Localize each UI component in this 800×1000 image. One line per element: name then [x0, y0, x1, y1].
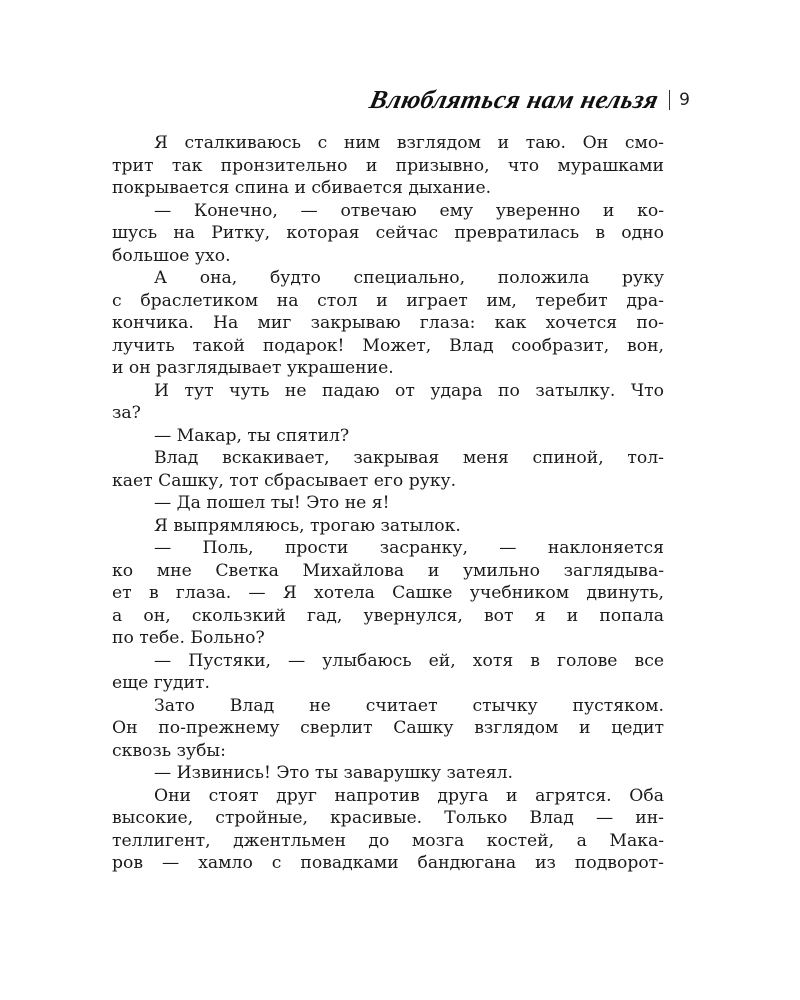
text-line: — Пустяки, — улыбаюсь ей, хотя в голове все — [154, 650, 664, 671]
text-line: теллигент, джентльмен до мозга костей, а Мака- — [112, 830, 664, 851]
text-line: Они стоят друг напротив друга и агрятся. Оба — [154, 785, 664, 806]
text-line: трит так пронзительно и призывно, что мурашками — [112, 155, 664, 176]
text-line: И тут чуть не падаю от удара по затылку. Что — [154, 380, 664, 401]
text-line: — Макар, ты спятил? — [154, 425, 350, 446]
text-line: лучить такой подарок! Может, Влад сообразит, вон, — [112, 335, 664, 356]
text-line: кончика. На миг закрываю глаза: как хочется по- — [112, 313, 664, 333]
text-line: большое ухо. — [112, 245, 231, 266]
running-title: Влюбляться нам нельзя — [367, 85, 662, 114]
text-line: сквозь зубы: — [112, 740, 226, 761]
text-line: — Конечно, — отвечаю ему уверенно и ко- — [154, 200, 664, 221]
text-line: высокие, стройные, красивые. Только Влад — ин- — [112, 808, 664, 828]
header-separator — [669, 90, 671, 110]
text-line: шусь на Ритку, которая сейчас превратилась в одно — [112, 223, 664, 243]
text-line: а он, скользкий гад, увернулся, вот я и попала — [112, 605, 664, 626]
text-line: и он разглядывает украшение. — [112, 358, 394, 378]
text-line: ров — хамло с повадками бандюгана из подворот- — [112, 853, 664, 873]
text-line: по тебе. Больно? — [112, 628, 265, 648]
text-line: Зато Влад не считает стычку пустяком. — [154, 695, 664, 716]
text-line: покрывается спина и сбивается дыхание. — [112, 178, 492, 198]
text-line: Влад вскакивает, закрывая меня спиной, тол- — [154, 448, 664, 468]
page-number: 9 — [679, 90, 690, 110]
text-line: еще гудит. — [112, 673, 210, 693]
text-line: — Извинись! Это ты заварушку затеял. — [154, 763, 514, 783]
text-line: кает Сашку, тот сбрасывает его руку. — [112, 470, 457, 491]
text-line: Я выпрямляюсь, трогаю затылок. — [154, 515, 461, 536]
text-line: А она, будто специально, положила руку — [154, 268, 664, 288]
text-line: с браслетиком на стол и играет им, теребит дра- — [112, 290, 664, 311]
text-line: ко мне Светка Михайлова и умильно заглядыва- — [112, 560, 664, 581]
text-line: — Да пошел ты! Это не я! — [154, 493, 390, 513]
text-line: — Поль, прости засранку, — наклоняется — [154, 538, 664, 558]
text-line: за? — [112, 403, 141, 423]
running-header — [360, 80, 690, 120]
text-line: ет в глаза. — Я хотела Сашке учебником двинуть, — [112, 583, 664, 603]
body-text — [112, 132, 664, 875]
text-line: Он по-прежнему сверлит Сашку взглядом и цедит — [112, 718, 664, 738]
text-line: Я сталкиваюсь с ним взглядом и таю. Он смо- — [154, 133, 664, 153]
